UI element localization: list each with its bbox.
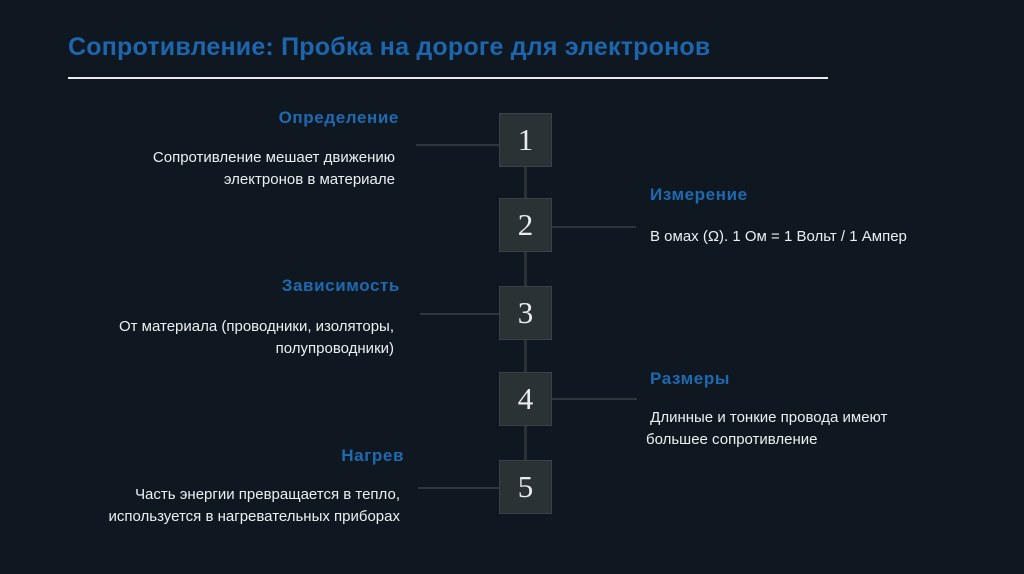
connector-1 bbox=[416, 144, 500, 146]
step-number-4: 4 bbox=[499, 372, 552, 426]
step-4-line-1: Длинные и тонкие провода имеют bbox=[646, 409, 888, 426]
step-2-heading: Измерение bbox=[650, 185, 748, 204]
connector-5 bbox=[418, 487, 500, 489]
step-2-description bbox=[650, 226, 907, 248]
slide-title: Сопротивление: Пробка на дороге для электронов bbox=[68, 33, 711, 61]
connector-2 bbox=[551, 226, 636, 228]
step-1-description bbox=[153, 147, 395, 191]
connector-4 bbox=[551, 398, 637, 400]
step-1-line-2: электронов в материале bbox=[223, 171, 395, 188]
step-5-heading: Нагрев bbox=[341, 446, 404, 465]
step-number-5: 5 bbox=[499, 460, 552, 514]
step-5-line-1: Часть энергии превращается в тепло, bbox=[135, 486, 400, 503]
step-3-line-2: полупроводники) bbox=[275, 340, 394, 357]
step-4-heading: Размеры bbox=[650, 369, 730, 388]
step-1-heading: Определение bbox=[278, 108, 399, 127]
step-3-line-1: От материала (проводники, изоляторы, bbox=[118, 318, 394, 335]
step-number-1: 1 bbox=[499, 113, 552, 167]
step-5-line-2: используется в нагревательных приборах bbox=[108, 508, 400, 525]
title-underline bbox=[68, 77, 828, 79]
step-3-description bbox=[119, 316, 394, 360]
step-number-3: 3 bbox=[499, 286, 552, 340]
step-4-description bbox=[646, 407, 887, 451]
step-5-description bbox=[109, 484, 401, 528]
step-3-heading: Зависимость bbox=[281, 276, 400, 295]
connector-3 bbox=[420, 313, 500, 315]
step-number-2: 2 bbox=[499, 198, 552, 252]
step-2-line-1: В омах (Ω). 1 Ом = 1 Вольт / 1 Ампер bbox=[650, 228, 907, 245]
step-1-line-1: Сопротивление мешает движению bbox=[152, 149, 395, 166]
step-4-line-2: большее сопротивление bbox=[646, 431, 818, 448]
